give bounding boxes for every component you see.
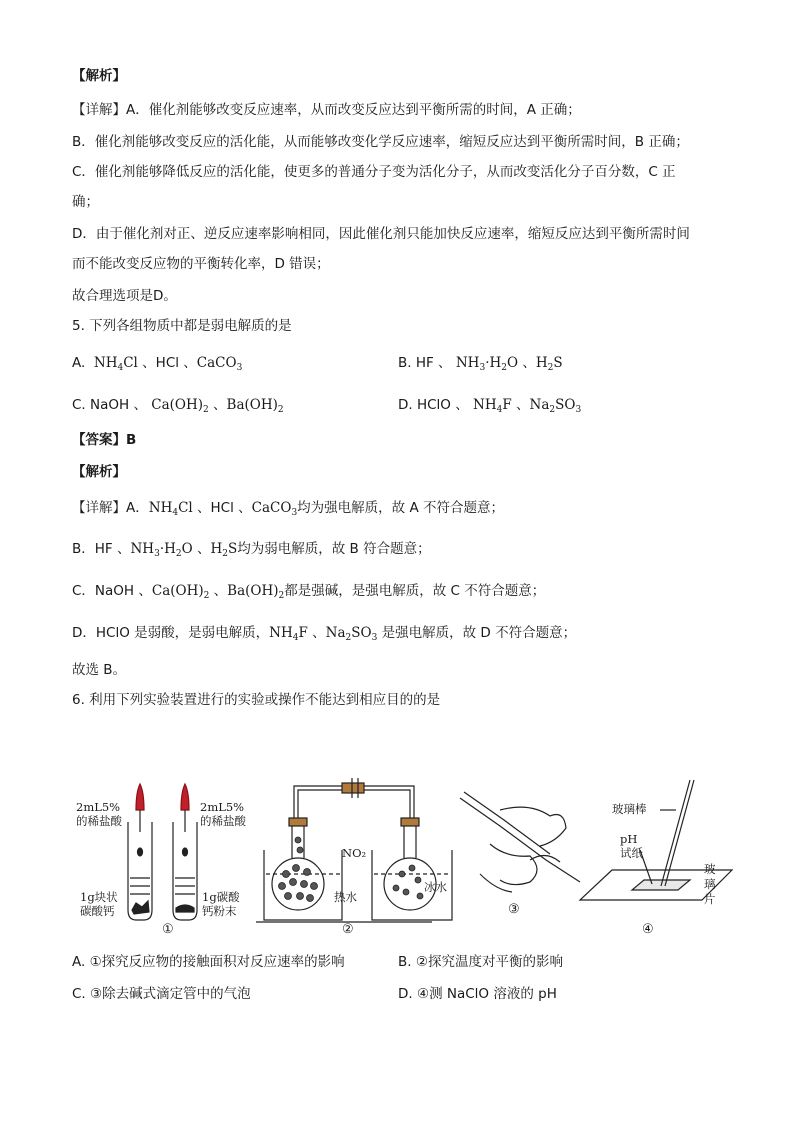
fig1-right-acid-label: 2mL5% 的稀盐酸	[200, 800, 246, 828]
q6-option-d: D. ④测 NaClO 溶液的 pH	[398, 986, 557, 1002]
fig4-paper-label: pH 试纸	[620, 832, 643, 860]
q4-analysis-heading: 【解析】	[72, 68, 126, 84]
q5-conclusion: 故选 B。	[72, 662, 127, 678]
fig1-left-acid-label: 2mL5% 的稀盐酸	[76, 800, 122, 828]
q5-detail-d: D．HClO 是弱酸，是弱电解质，$NH_4F$ 、$Na_2SO_3$ 是强电解质，故 D 不符合题意；	[72, 625, 577, 643]
q6-stem: 6. 利用下列实验装置进行的实验或操作不能达到相应目的的是	[72, 692, 441, 708]
q5-stem: 5. 下列各组物质中都是弱电解质的是	[72, 318, 292, 334]
fig1-right-tube	[173, 784, 197, 920]
fig4-number: ④	[642, 922, 654, 937]
fig3-hand-burette	[460, 792, 580, 892]
q4-conclusion: 故合理选项是D。	[72, 288, 177, 304]
q5-answer: 【答案】B	[72, 432, 137, 448]
q4-detail-d1: D．由于催化剂对正、逆反应速率影响相同，因此催化剂只能加快反应速率，缩短反应达到平衡所需时间	[72, 226, 690, 242]
q5-option-b: B. HF 、 $NH_3\cdot H_2O$ 、$H_2S$	[398, 355, 563, 373]
fig2-hot-water-label: 热水	[334, 890, 357, 904]
fig1-number: ①	[162, 922, 174, 937]
q5-analysis-heading: 【解析】	[72, 464, 126, 480]
fig2-gas-label: NO₂	[342, 846, 367, 860]
fig4-rod-label: 玻璃棒	[612, 802, 647, 816]
q6-option-a: A. ①探究反应物的接触面积对反应速率的影响	[72, 954, 345, 970]
q4-detail-c1: C．催化剂能够降低反应的活化能，使更多的普通分子变为活化分子，从而改变活化分子百分数，C 正	[72, 164, 676, 180]
fig2-number: ②	[342, 922, 354, 937]
q4-detail-b: B．催化剂能够改变反应的活化能，从而能够改变化学反应速率，缩短反应达到平衡所需时间，B 正确；	[72, 134, 689, 150]
q6-option-c: C. ③除去碱式滴定管中的气泡	[72, 986, 251, 1002]
q4-detail-a: 【详解】A．催化剂能够改变反应速率，从而改变反应达到平衡所需的时间，A 正确；	[72, 102, 581, 118]
q6-figure	[60, 770, 740, 945]
q5-option-c: C. NaOH 、 $Ca(OH)_2$ 、$Ba(OH)_2$	[72, 397, 284, 415]
fig1-left-tube	[128, 784, 152, 920]
q4-detail-d2: 而不能改变反应物的平衡转化率，D 错误；	[72, 256, 330, 272]
fig1-right-solid-label: 1g碳酸 钙粉末	[202, 890, 240, 918]
q5-detail-b: B．HF 、$NH_3\cdot H_2O$ 、$H_2S$均为弱电解质，故 B 符合题意；	[72, 541, 431, 559]
q5-option-d: D. HClO 、 $NH_4F$ 、$Na_2SO_3$	[398, 397, 582, 415]
fig2-ice-water-label: 冰水	[424, 880, 447, 894]
fig3-number: ③	[508, 902, 520, 917]
q5-detail-c: C．NaOH 、$Ca(OH)_2$ 、$Ba(OH)_2$都是强碱，是强电解质，故 C 不符合题意；	[72, 583, 546, 601]
q5-detail-a: 【详解】A．$NH_4Cl$ 、HCl 、CaCO$_3$均为强电解质，故 A 不符合题意；	[72, 500, 504, 518]
q5-option-a: A. $NH_4Cl$ 、HCl 、CaCO$_3$	[72, 355, 243, 373]
q4-detail-c2: 确；	[72, 194, 99, 210]
fig4-glass-label: 玻 璃 片	[704, 862, 716, 906]
q6-option-b: B. ②探究温度对平衡的影响	[398, 954, 563, 970]
fig1-left-solid-label: 1g块状 碳酸钙	[80, 890, 118, 918]
